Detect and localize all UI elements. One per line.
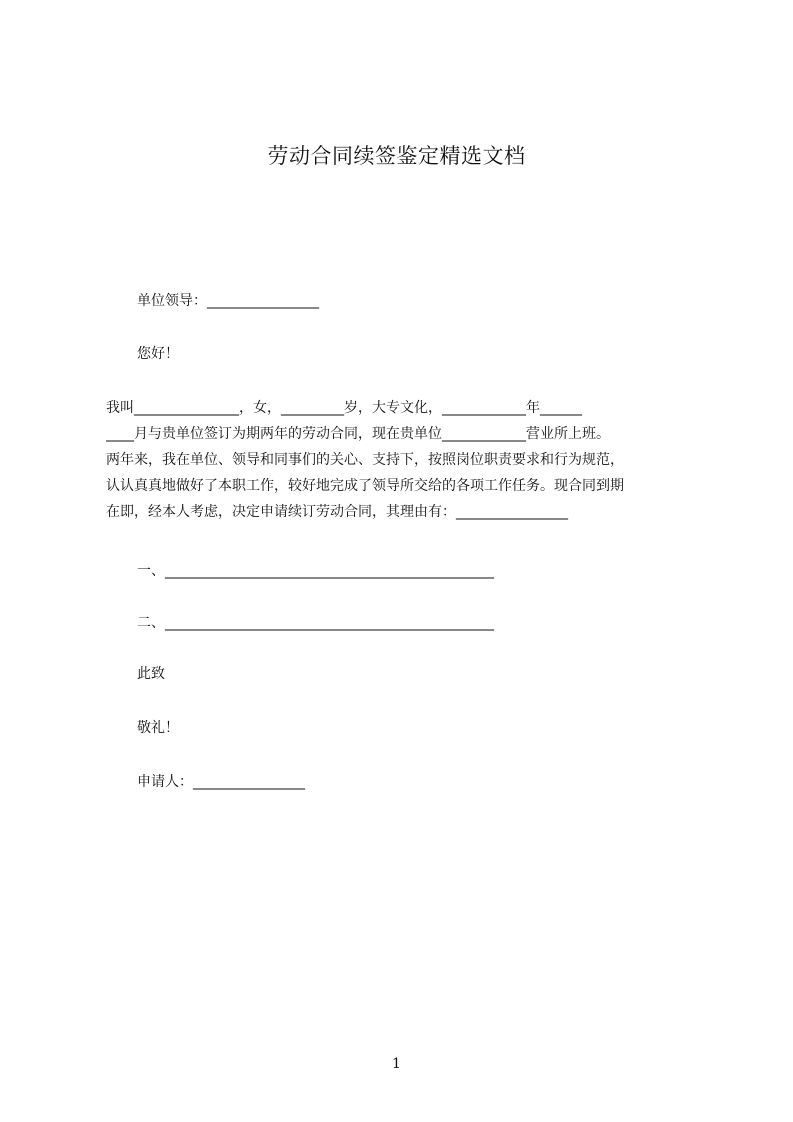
body-line: 认认真真地做好了本职工作，较好地完成了领导所交给的各项工作任务。现合同到期 xyxy=(106,478,624,494)
page-number: 1 xyxy=(392,1056,401,1072)
applicant-line: 申请人：________________ xyxy=(137,774,305,790)
closing-line-1: 此致 xyxy=(137,666,165,682)
body-line: ____月与贵单位签订为期两年的劳动合同，现在贵单位____________营业所上班。 xyxy=(106,426,610,442)
body-line: 我叫_______________，女，_________岁，大专文化，____________年______ xyxy=(106,400,582,416)
reason-line-2: 二、_______________________________________________ xyxy=(137,615,494,631)
reason-line-1: 一、_______________________________________________ xyxy=(137,563,494,579)
greeting-line: 您好！ xyxy=(137,346,179,362)
document-title: 劳动合同续签鉴定精选文档 xyxy=(267,144,526,168)
body-line: 在即，经本人考虑，决定申请续订劳动合同，其理由有：________________ xyxy=(106,504,568,520)
closing-line-2: 敬礼！ xyxy=(137,720,179,736)
body-paragraph xyxy=(106,398,702,528)
salutation-line: 单位领导：________________ xyxy=(137,293,319,309)
body-line: 两年来，我在单位、领导和同事们的关心、支持下，按照岗位职责要求和行为规范， xyxy=(106,452,624,468)
